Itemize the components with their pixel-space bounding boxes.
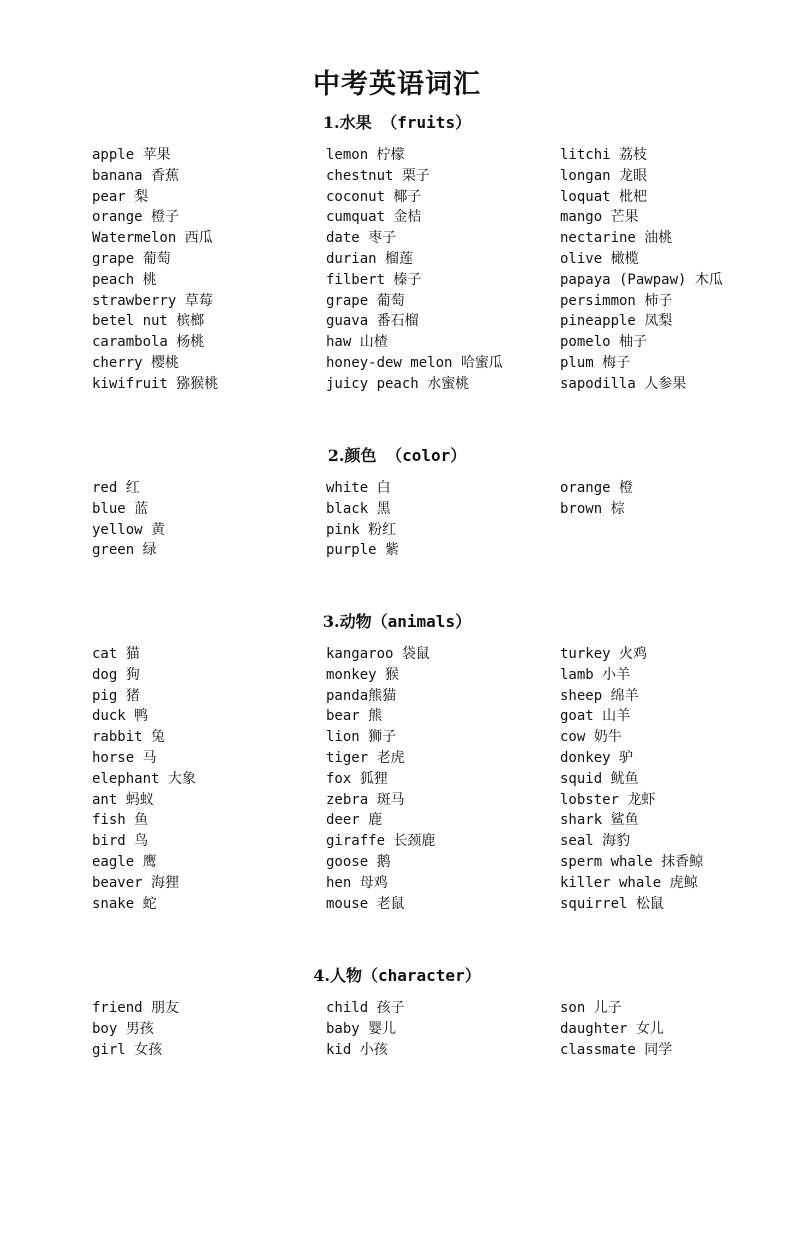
vocab-item: bird 鸟 [92,833,149,850]
vocab-item: fish 鱼 [92,812,149,829]
vocab-item: green 绿 [92,542,157,559]
vocab-item: goose 鹅 [326,853,391,870]
vocab-item: yellow 黄 [92,521,166,538]
section-title [0,113,794,133]
vocab-item: olive 橄榄 [560,250,639,267]
vocab-item: lamb 小羊 [560,666,631,683]
section-english: （animals） [371,612,472,631]
vocab-item: squid 鱿鱼 [560,770,639,787]
vocab-item: loquat 枇杷 [560,188,648,205]
section-title [0,612,794,632]
vocab-item: grape 葡萄 [92,250,171,267]
section-animals [0,612,794,912]
vocab-item: boy 男孩 [92,1020,154,1037]
vocab-item: pink 粉红 [326,521,397,538]
section-title [0,446,794,466]
vocab-item: pear 梨 [92,188,149,205]
vocab-item: lobster 龙虾 [560,791,656,808]
vocab-item: red 红 [92,480,140,496]
vocab-item: litchi 荔枝 [560,147,648,163]
vocab-item: mouse 老鼠 [326,895,405,912]
vocab-column [326,644,435,914]
vocab-item: hen 母鸡 [326,874,388,891]
vocab-item: beaver 海狸 [92,874,180,891]
section-english: （color） [376,446,467,465]
vocab-item: pineapple 凤梨 [560,313,673,330]
vocab-item: kid 小孩 [326,1041,388,1058]
vocab-item: orange 橙子 [92,209,180,226]
vocab-item: papaya (Pawpaw) 木瓜 [560,271,723,288]
vocab-column [326,478,399,561]
vocab-item: dog 狗 [92,666,140,683]
vocab-column [92,478,165,561]
vocab-column [326,998,405,1060]
vocab-item: durian 榴莲 [326,250,414,267]
vocab-item: fox 狐狸 [326,770,388,787]
section-number: 1.水果 [322,113,372,132]
vocab-item: longan 龙眼 [560,167,648,184]
vocab-item: cow 奶牛 [560,729,622,746]
vocab-column [92,644,196,914]
section-english: （character） [362,966,481,985]
vocab-item: peach 桃 [92,271,157,288]
vocab-item: rabbit 兔 [92,729,166,746]
vocab-item: girl 女孩 [92,1041,163,1058]
vocab-column [92,998,179,1060]
vocab-item: friend 朋友 [92,1000,180,1016]
vocab-item: pomelo 柚子 [560,334,648,351]
vocab-item: child 孩子 [326,1000,405,1016]
vocab-item: elephant 大象 [92,770,196,787]
vocab-item: giraffe 长颈鹿 [326,833,436,850]
vocab-item: persimmon 柿子 [560,292,673,309]
vocab-column [560,998,672,1060]
section-fruits [0,113,794,405]
vocab-grid [0,644,794,912]
vocab-item: lemon 柠檬 [326,147,405,163]
vocab-item: banana 香蕉 [92,167,180,184]
vocab-grid [0,998,794,1258]
section-number: 3.动物 [322,612,372,631]
vocab-item: black 黑 [326,500,391,517]
section-number: 2.颜色 [327,446,377,465]
vocab-item: sheep 绵羊 [560,687,639,704]
vocab-item: plum 梅子 [560,354,631,371]
vocab-column [560,644,703,914]
vocab-item: purple 紫 [326,542,400,559]
vocab-item: ant 蚂蚁 [92,791,154,808]
section-character [0,966,794,1258]
document-title: 中考英语词汇 [313,69,481,100]
section-title [0,966,794,986]
vocab-item: son 儿子 [560,1000,622,1016]
vocab-item: squirrel 松鼠 [560,895,664,912]
vocab-item: killer whale 虎鲸 [560,874,698,891]
vocab-item: apple 苹果 [92,147,171,163]
vocab-item: seal 海豹 [560,833,631,850]
vocab-item: haw 山楂 [326,334,388,351]
section-number: 4.人物 [313,966,362,985]
vocab-item: sapodilla 人参果 [560,375,687,392]
vocab-item: filbert 榛子 [326,271,422,288]
vocab-item: kiwifruit 猕猴桃 [92,375,219,392]
vocab-item: bear 熊 [326,708,383,725]
section-english: （fruits） [371,113,472,132]
vocab-item: carambola 杨桃 [92,334,205,351]
vocab-item: baby 婴儿 [326,1020,397,1037]
vocab-item: mango 芒果 [560,209,639,226]
vocab-column [326,145,503,395]
vocab-item: blue 蓝 [92,500,149,517]
vocab-item: cumquat 金桔 [326,209,422,226]
vocab-item: shark 鲨鱼 [560,812,639,829]
vocab-item: kangaroo 袋鼠 [326,646,430,662]
vocab-item: cat 猫 [92,646,140,662]
vocab-item: coconut 椰子 [326,188,422,205]
vocab-item: donkey 驴 [560,749,634,766]
vocab-item: orange 橙 [560,480,634,496]
vocab-item: sperm whale 抹香鲸 [560,853,704,870]
vocab-item: strawberry 草莓 [92,292,213,309]
vocab-item: guava 番石榴 [326,313,419,330]
vocab-item: goat 山羊 [560,708,631,725]
vocab-item: tiger 老虎 [326,749,405,766]
vocab-item: deer 鹿 [326,812,383,829]
vocab-item: duck 鸭 [92,708,149,725]
vocab-item: white 白 [326,480,391,496]
vocab-item: nectarine 油桃 [560,230,673,247]
vocab-item: grape 葡萄 [326,292,405,309]
vocab-item: cherry 樱桃 [92,354,180,371]
vocab-item: brown 棕 [560,500,625,517]
vocab-item: honey-dew melon 哈蜜瓜 [326,354,503,371]
vocab-item: betel nut 槟榔 [92,313,205,330]
vocab-item: chestnut 栗子 [326,167,430,184]
vocab-item: turkey 火鸡 [560,646,648,662]
vocab-column [560,145,723,395]
vocab-item: classmate 同学 [560,1041,673,1058]
vocab-item: juicy peach 水蜜桃 [326,375,470,392]
vocab-item: horse 马 [92,749,157,766]
vocab-item: panda熊猫 [326,687,397,704]
vocab-item: daughter 女儿 [560,1020,664,1037]
vocab-item: zebra 斑马 [326,791,405,808]
vocab-item: date 枣子 [326,230,397,247]
vocab-column [92,145,218,395]
vocab-item: monkey 猴 [326,666,400,683]
vocab-item: lion 狮子 [326,729,397,746]
vocab-item: Watermelon 西瓜 [92,230,213,247]
vocab-item: eagle 鹰 [92,853,157,870]
vocab-grid [0,145,794,405]
vocab-column [560,478,633,520]
vocab-item: snake 蛇 [92,895,157,912]
vocab-item: pig 猪 [92,687,140,704]
